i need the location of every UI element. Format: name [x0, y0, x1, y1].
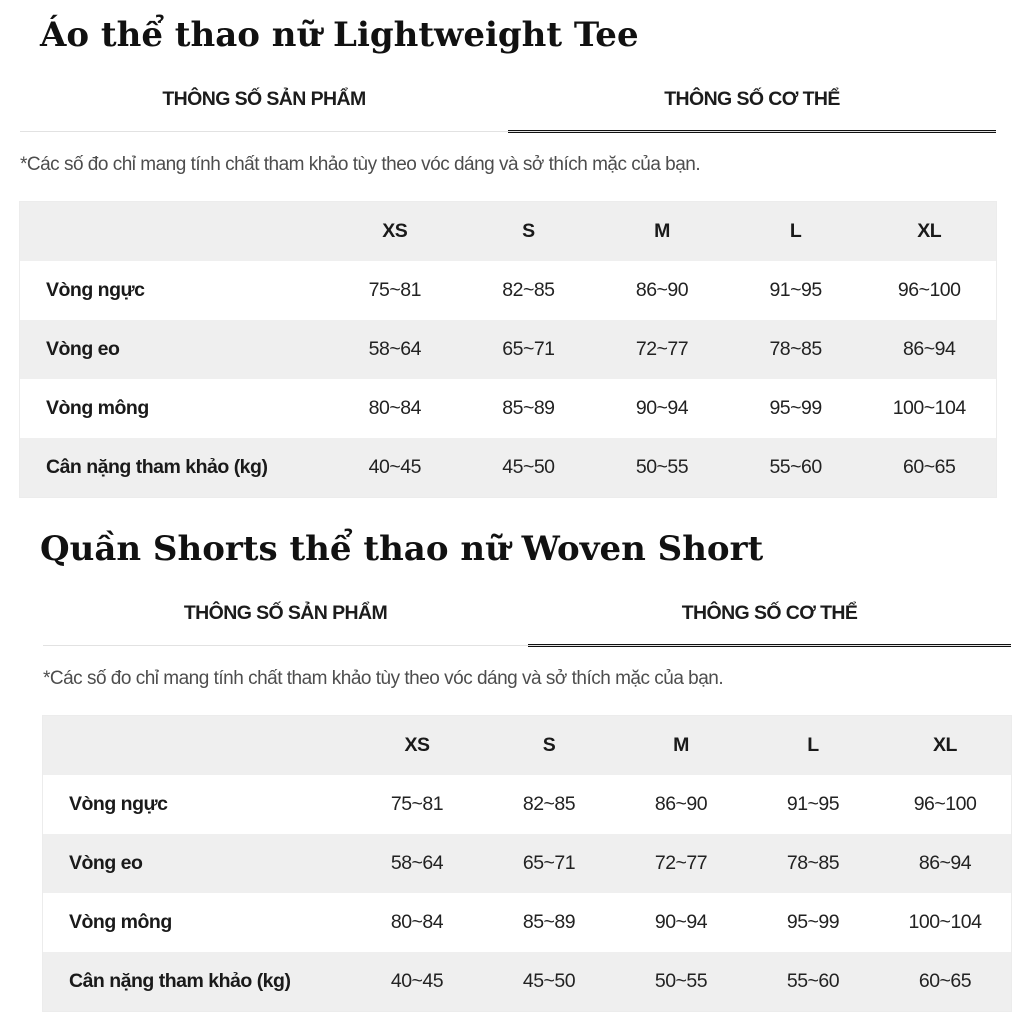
measurement-cell: 86~94 [903, 338, 956, 360]
row-label: Vòng eo [46, 338, 120, 360]
measurement-cell: 91~95 [786, 793, 840, 815]
row-label: Vòng mông [69, 911, 172, 933]
measurement-cell: 100~104 [908, 911, 982, 933]
row-label: Cân nặng tham khảo (kg) [46, 456, 268, 478]
size-header: L [807, 734, 819, 756]
table-row [20, 320, 996, 379]
measurement-cell: 72~77 [654, 852, 708, 874]
measurement-cell: 72~77 [635, 338, 689, 360]
measurement-cell: 40~45 [368, 456, 421, 478]
measurement-cell: 75~81 [368, 279, 421, 301]
table-row [43, 775, 1011, 834]
measurement-cell: 58~64 [390, 852, 444, 874]
measurement-cell: 85~89 [522, 911, 576, 933]
row-label: Vòng ngực [69, 793, 168, 815]
table-row [20, 379, 996, 438]
row-label: Vòng eo [69, 852, 143, 874]
measurement-cell: 86~94 [918, 852, 972, 874]
measurement-note: *Các số đo chỉ mang tính chất tham khảo tùy theo vóc dáng và sở thích mặc của bạn. [43, 668, 724, 689]
table-row [43, 893, 1011, 952]
size-header: XL [933, 734, 957, 756]
measurement-cell: 78~85 [786, 852, 840, 874]
size-header: S [522, 220, 535, 242]
tab-body-measurements[interactable]: THÔNG SỐ CƠ THỂ [528, 580, 1011, 646]
size-header: XL [917, 220, 942, 242]
measurement-cell: 45~50 [522, 970, 576, 992]
measurement-cell: 50~55 [635, 456, 689, 478]
size-tabs [20, 66, 996, 132]
tabs-divider [43, 645, 1011, 646]
measurement-note: *Các số đo chỉ mang tính chất tham khảo tùy theo vóc dáng và sở thích mặc của bạn. [20, 154, 701, 175]
measurement-cell: 55~60 [786, 970, 840, 992]
size-header: L [789, 220, 802, 242]
table-header-row [43, 716, 1011, 775]
measurement-cell: 78~85 [769, 338, 822, 360]
row-label: Vòng ngực [46, 279, 145, 301]
table-header-row [20, 202, 996, 261]
measurement-cell: 60~65 [903, 456, 956, 478]
measurement-cell: 82~85 [522, 793, 576, 815]
measurement-cell: 86~90 [654, 793, 708, 815]
measurement-cell: 95~99 [786, 911, 840, 933]
table-row [43, 834, 1011, 893]
tab-product-specs[interactable]: THÔNG SỐ SẢN PHẨM [162, 88, 366, 110]
measurement-cell: 45~50 [502, 456, 555, 478]
measurement-cell: 85~89 [502, 397, 555, 419]
measurement-cell: 82~85 [502, 279, 555, 301]
tab-body-measurements[interactable]: THÔNG SỐ CƠ THỂ [508, 66, 996, 132]
size-header: XS [382, 220, 408, 242]
row-label: Vòng mông [46, 397, 149, 419]
tab-product-specs[interactable]: THÔNG SỐ SẢN PHẨM [183, 602, 388, 624]
product-title: Áo thể thao nữ Lightweight Tee [40, 15, 639, 55]
measurement-cell: 86~90 [635, 279, 689, 301]
size-header: XS [404, 734, 430, 756]
header-empty-cell [20, 202, 328, 261]
measurement-cell: 65~71 [522, 852, 576, 874]
measurement-cell: 60~65 [918, 970, 972, 992]
tabs-divider [20, 131, 996, 132]
product-title: Quần Shorts thể thao nữ Woven Short [40, 529, 764, 569]
table-row [43, 952, 1011, 1011]
measurement-cell: 58~64 [368, 338, 421, 360]
header-empty-cell [43, 716, 351, 775]
measurement-cell: 75~81 [390, 793, 444, 815]
measurement-cell: 40~45 [390, 970, 444, 992]
measurement-cell: 65~71 [502, 338, 555, 360]
size-table [20, 202, 996, 497]
row-label: Cân nặng tham khảo (kg) [69, 970, 291, 992]
measurement-cell: 90~94 [635, 397, 689, 419]
size-table [43, 716, 1011, 1011]
size-header: M [673, 734, 689, 756]
size-tabs [43, 580, 1011, 646]
table-row [20, 438, 996, 497]
table-row [20, 261, 996, 320]
size-header: S [542, 734, 556, 756]
measurement-cell: 96~100 [913, 793, 977, 815]
measurement-cell: 95~99 [769, 397, 822, 419]
measurement-cell: 96~100 [897, 279, 961, 301]
measurement-cell: 50~55 [654, 970, 708, 992]
measurement-cell: 91~95 [769, 279, 822, 301]
measurement-cell: 80~84 [368, 397, 421, 419]
measurement-cell: 100~104 [892, 397, 966, 419]
measurement-cell: 55~60 [769, 456, 822, 478]
measurement-cell: 80~84 [390, 911, 444, 933]
measurement-cell: 90~94 [654, 911, 708, 933]
size-header: M [654, 220, 670, 242]
